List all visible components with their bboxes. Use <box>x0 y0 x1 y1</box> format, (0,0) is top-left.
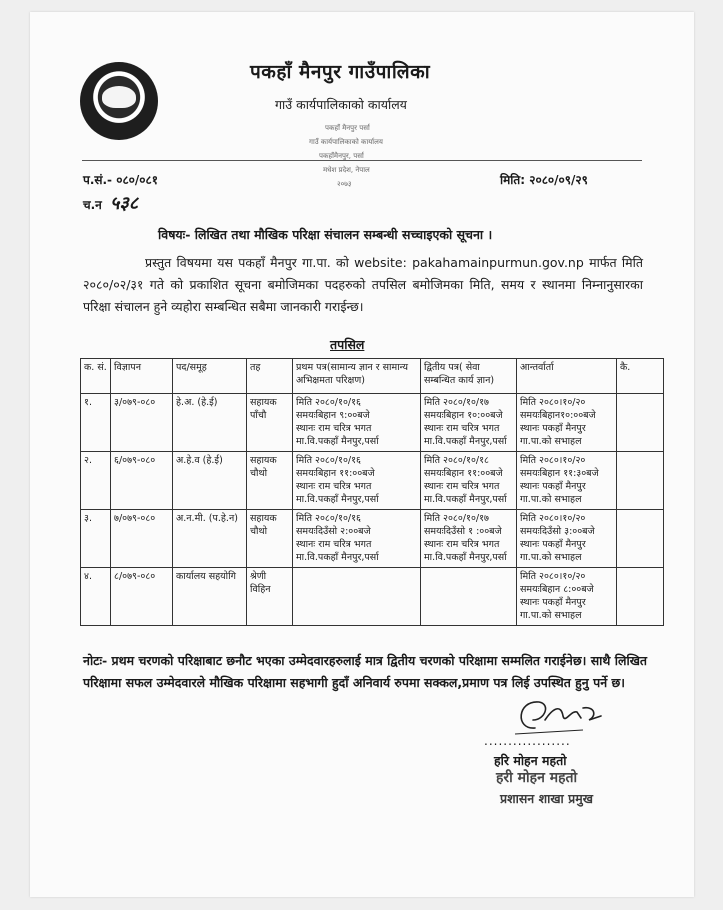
government-emblem-icon <box>80 62 158 140</box>
table-cell: मिति २०८०।१०/२० समयःदिउँसो ३:००बजे स्थानः पकहाँ मैनपुर गा.पा.को सभाहल <box>517 510 617 568</box>
subject-line: विषयः- लिखित तथा मौखिक परिक्षा संचालन सम्बन्धी सच्चाइएको सूचना । <box>158 227 493 242</box>
table-cell: मिति २०८०/१०/१६ समयःदिउँसो २:००बजे स्थानः राम चरित्र भगत मा.वि.पकहाँ मैनपुर,पर्सा <box>293 510 421 568</box>
table-cell: मिति २०८०/१०/१७ समयःदिउँसो १ :००बजे स्थानः राम चरित्र भगत मा.वि.पकहाँ मैनपुर,पर्सा <box>421 510 517 568</box>
table-cell <box>617 394 664 452</box>
table-header-row <box>81 359 664 394</box>
stamp-text: पकहाँमैनपुर, पर्सा <box>319 152 364 160</box>
table-cell: २. <box>81 452 111 510</box>
table-cell: सहायक चौथो <box>247 510 293 568</box>
table-cell: मिति २०८०।१०/२० समयःबिहान१०:००बजे स्थानः पकहाँ मैनपुर गा.पा.को सभाहल <box>517 394 617 452</box>
tapsil-heading: तपसिल <box>330 337 365 352</box>
header-divider <box>82 160 642 161</box>
chalani-handwritten-number: ५३८ <box>110 193 139 214</box>
col-header: प्रथम पत्र(सामान्य ज्ञान र सामान्य अभिक्षमता परिक्षण) <box>293 359 421 394</box>
signer-name: हरि मोहन महतो <box>494 753 567 768</box>
notice-date: मिति: २०८०/०९/२९ <box>500 173 588 187</box>
note-paragraph: नोटः- प्रथम चरणको परिक्षाबाट छनौट भएका उम्मेदवारहरुलाई मात्र द्वितीय चरणको परिक्षामा सम्मलित गराईनेछ। साथै लिखित परिक्षामा सफल उम्मेदवारले मौखिक परिक्षामा सहभागी हुदाँ अनिवार्य रुपमा सक्कल,प्रमाण पत्र लिई उपस्थित हुनु पर्ने छ। <box>83 653 648 690</box>
exam-schedule-table <box>80 358 664 626</box>
signature-line: .................. <box>484 734 571 748</box>
table-cell: ८/०७९-०८० <box>111 568 173 626</box>
table-cell: ३. <box>81 510 111 568</box>
chalani-label: च.न <box>83 198 102 212</box>
table-cell: मिति २०८०।१०/२० समयःबिहान ८:००बजे स्थानः पकहाँ मैनपुर गा.पा.को सभाहल <box>517 568 617 626</box>
table-cell: अ.न.मी. (प.हे.न) <box>173 510 247 568</box>
col-header: क. सं. <box>81 359 111 394</box>
table-cell: १. <box>81 394 111 452</box>
table-cell: श्रेणी विहिन <box>247 568 293 626</box>
table-cell: सहायक पाँचौ <box>247 394 293 452</box>
col-header: पद/समूह <box>173 359 247 394</box>
table-cell <box>617 568 664 626</box>
table-cell <box>617 452 664 510</box>
office-stamp-icon <box>305 118 397 198</box>
table-cell: मिति २०८०/१०/१८ समयःबिहान ११:००बजे स्थानः राम चरित्र भगत मा.वि.पकहाँ मैनपुर,पर्सा <box>421 452 517 510</box>
table-cell: ७/०७९-०८० <box>111 510 173 568</box>
table-cell: मिति २०८०/१०/१६ समयःबिहान ९:००बजे स्थानः राम चरित्र भगत मा.वि.पकहाँ मैनपुर,पर्सा <box>293 394 421 452</box>
body-paragraph: प्रस्तुत विषयमा यस पकहाँ मैनपुर गा.पा. को website: pakahamainpurmun.gov.np मार्फत मिति २०८०/०२/३१ गते को प्रकाशित सूचना बमोजिमका पदहरुको तपसिल बमोजिमका मिति, समय र स्थानमा निम्नानुसारका परिक्षा संचालन हुने व्यहोरा सम्बन्धित सबैमा जानकारी गराईन्छ। <box>83 255 643 314</box>
table-cell: मिति २०८०/१०/१६ समयःबिहान ११:००बजे स्थानः राम चरित्र भगत मा.वि.पकहाँ मैनपुर,पर्सा <box>293 452 421 510</box>
table-cell: ६/०७९-०८० <box>111 452 173 510</box>
col-header: तह <box>247 359 293 394</box>
table-row <box>81 510 664 568</box>
col-header: आन्तर्वार्ता <box>517 359 617 394</box>
signer-title: प्रशासन शाखा प्रमुख <box>500 791 593 806</box>
table-cell <box>421 568 517 626</box>
patra-sankhya: प.सं.- ०८०/०८१ <box>83 173 159 187</box>
handwritten-signature-icon <box>505 690 605 740</box>
chalani-number <box>83 191 138 215</box>
stamp-text: मधेश प्रदेश, नेपाल <box>323 166 370 174</box>
table-cell: हे.अ. (हे.ई) <box>173 394 247 452</box>
table-cell: मिति २०८०।१०/२० समयःबिहान ११:३०बजे स्थानः पकहाँ मैनपुर गा.पा.को सभाहल <box>517 452 617 510</box>
signer-stamp-name: हरी मोहन महतो <box>496 770 578 786</box>
stamp-text: पकहाँ मैनपुर पर्सा <box>325 124 370 132</box>
stamp-text: २०७३ <box>337 180 352 188</box>
table-cell: मिति २०८०/१०/१७ समयःबिहान १०:००बजे स्थानः राम चरित्र भगत मा.वि.पकहाँ मैनपुर,पर्सा <box>421 394 517 452</box>
col-header: कै. <box>617 359 664 394</box>
table-row <box>81 394 664 452</box>
table-row <box>81 568 664 626</box>
table-cell <box>617 510 664 568</box>
stamp-text: गाउँ कार्यपालिकाको कार्यालय <box>309 138 383 146</box>
organization-title: पकहाँ मैनपुर गाउँपालिका <box>250 61 431 83</box>
table-cell: ३/०७९-०८० <box>111 394 173 452</box>
table-cell: ४. <box>81 568 111 626</box>
table-cell: अ.हे.व (हे.ई) <box>173 452 247 510</box>
table-cell: कार्यालय सहयोगि <box>173 568 247 626</box>
office-subtitle: गाउँ कार्यपालिकाको कार्यालय <box>275 97 407 112</box>
col-header: द्वितीय पत्र( सेवा सम्बन्धित कार्य ज्ञान) <box>421 359 517 394</box>
table-cell <box>293 568 421 626</box>
col-header: विज्ञापन <box>111 359 173 394</box>
table-row <box>81 452 664 510</box>
table-cell: सहायक चौथो <box>247 452 293 510</box>
